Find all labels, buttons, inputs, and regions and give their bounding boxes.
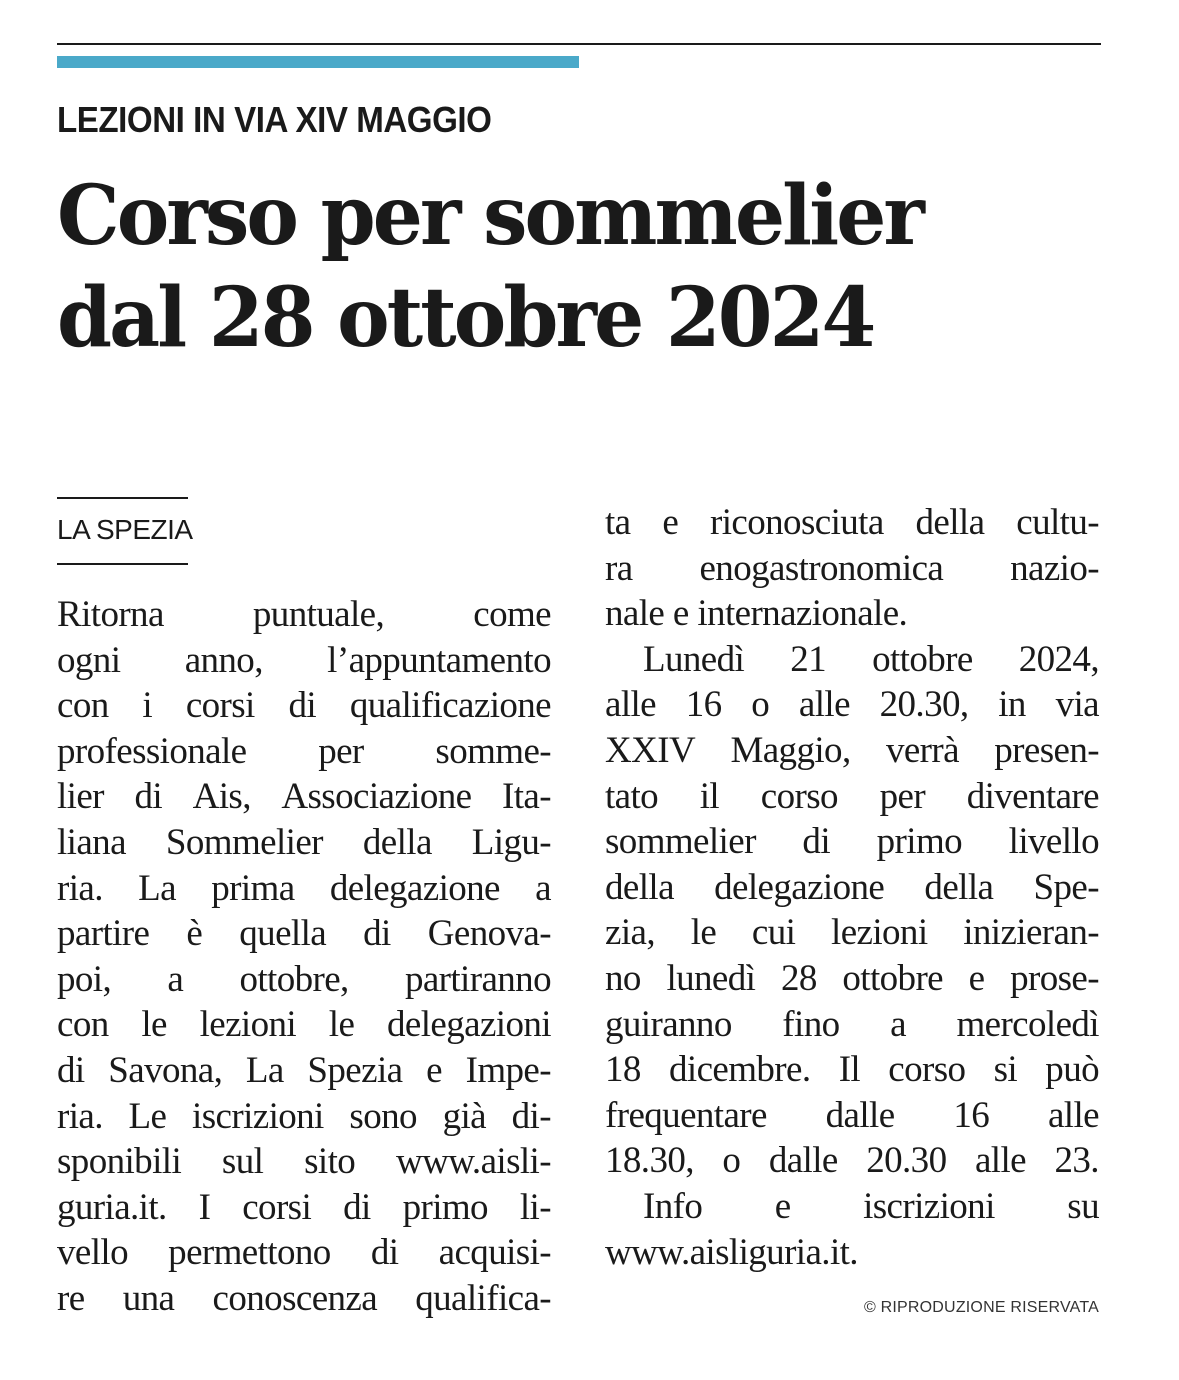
body-word: di-	[511, 1095, 551, 1137]
body-word: della	[924, 866, 994, 908]
body-line	[605, 774, 1099, 820]
body-word: Associazione	[281, 776, 472, 818]
body-word: internazionale.	[697, 593, 908, 635]
body-word: alle	[798, 684, 850, 726]
body-word: zia,	[605, 912, 655, 954]
body-word: cultu-	[1016, 502, 1099, 543]
body-word: sponibili	[57, 1141, 182, 1183]
body-word: di	[134, 776, 163, 818]
body-word: acquisi-	[438, 1232, 551, 1274]
body-word: www.aisli-	[395, 1141, 551, 1183]
body-word: re	[57, 1277, 85, 1319]
body-word: lezioni	[831, 912, 928, 954]
body-line	[57, 820, 551, 866]
body-line	[57, 1230, 551, 1276]
body-word: di	[343, 1186, 371, 1228]
headline	[57, 165, 1117, 369]
body-word: delegazione	[329, 867, 500, 909]
body-word: La	[138, 867, 176, 909]
body-word: via	[1055, 684, 1099, 726]
body-word: 16	[953, 1094, 990, 1136]
body-word: www.aisliguria.it.	[605, 1231, 858, 1273]
body-word: a	[890, 1003, 906, 1045]
body-line	[605, 1093, 1099, 1139]
body-word: livello	[1008, 821, 1099, 863]
body-line	[605, 1002, 1099, 1048]
body-word: qualifica-	[415, 1277, 551, 1319]
body-word: quella	[239, 913, 327, 955]
body-word: Il	[838, 1049, 861, 1091]
body-word: corso	[888, 1049, 966, 1091]
body-word: 16	[685, 684, 722, 726]
body-word: somme-	[435, 730, 551, 772]
body-word: li-	[519, 1186, 551, 1228]
body-word: già	[442, 1095, 486, 1137]
body-line	[57, 911, 551, 957]
body-word: guria.it.	[57, 1186, 167, 1228]
body-word: sono	[349, 1095, 417, 1137]
body-word: delegazioni	[387, 1004, 551, 1046]
body-word: si	[993, 1049, 1018, 1091]
body-word: ottobre	[872, 638, 973, 680]
body-word: le	[141, 1004, 167, 1046]
body-word: ogni	[57, 639, 121, 681]
body-line	[57, 638, 551, 684]
body-word: in	[998, 684, 1026, 726]
body-line	[605, 591, 1099, 637]
body-word: dalle	[768, 1140, 838, 1182]
body-word: e	[426, 1049, 442, 1091]
body-word: una	[122, 1277, 175, 1319]
kicker: LEZIONI IN VIA XIV MAGGIO	[57, 99, 492, 140]
body-word: corsi	[185, 685, 255, 727]
body-word: di	[363, 913, 391, 955]
body-word: La	[245, 1049, 284, 1091]
body-word: alle	[605, 684, 657, 726]
body-word: XXIV	[605, 729, 696, 771]
body-line	[605, 865, 1099, 911]
body-line	[57, 1094, 551, 1140]
body-word: no	[605, 957, 641, 999]
body-line	[57, 866, 551, 912]
body-word: prima	[211, 867, 295, 909]
body-word: mercoledì	[956, 1003, 1099, 1045]
body-word: dicembre.	[669, 1049, 811, 1091]
article-body-left-column	[57, 592, 551, 1322]
body-word: partiranno	[404, 958, 551, 1000]
section-accent-bar	[57, 56, 579, 68]
headline-line-1: Corso per sommelier	[57, 168, 923, 264]
body-word: come	[473, 594, 551, 635]
body-word: professionale	[57, 730, 247, 772]
body-word: Lunedì	[643, 638, 745, 680]
body-line	[605, 819, 1099, 865]
body-word: frequentare	[605, 1094, 767, 1136]
body-word: Genova-	[427, 913, 551, 955]
body-word: conoscenza	[212, 1277, 378, 1319]
body-word: sommelier	[605, 821, 756, 863]
body-word: riconosciuta	[710, 502, 884, 543]
body-word: o	[751, 684, 770, 726]
body-line	[57, 1048, 551, 1094]
body-word: dalle	[825, 1094, 895, 1136]
body-line	[605, 637, 1099, 683]
body-word: liana	[57, 821, 126, 863]
body-word: delegazione	[714, 866, 885, 908]
copyright-notice: © RIPRODUZIONE RISERVATA	[864, 1299, 1099, 1316]
body-word: Ritorna	[57, 594, 164, 635]
body-word: sito	[304, 1141, 356, 1183]
body-word: iscrizioni	[192, 1095, 324, 1137]
top-rule	[57, 43, 1101, 45]
body-word: ottobre,	[239, 958, 349, 1000]
body-word: su	[1067, 1185, 1099, 1227]
body-word: Savona,	[108, 1049, 223, 1091]
body-line	[605, 1230, 1099, 1276]
body-line	[57, 1276, 551, 1322]
body-word: ottobre	[842, 957, 943, 999]
body-word: l’appuntamento	[327, 639, 551, 681]
body-word: sul	[221, 1141, 264, 1183]
body-line	[605, 682, 1099, 728]
body-word: 28	[780, 957, 817, 999]
body-word: qualificazione	[349, 685, 551, 727]
body-word: 20.30,	[879, 684, 969, 726]
body-word: Spezia	[307, 1049, 403, 1091]
body-word: 2024,	[1018, 638, 1099, 680]
body-line	[57, 592, 551, 638]
body-line	[605, 500, 1099, 546]
body-word: diventare	[966, 775, 1099, 817]
body-word: per	[879, 775, 926, 817]
body-word: lier	[57, 776, 104, 818]
body-word: con	[57, 1004, 109, 1046]
body-word: presen-	[994, 729, 1099, 771]
body-line	[605, 1184, 1099, 1230]
body-word: guiranno	[605, 1003, 732, 1045]
body-word: alle	[1047, 1094, 1099, 1136]
body-word: con	[57, 685, 109, 727]
body-word: e	[662, 502, 679, 543]
body-word: fino	[782, 1003, 840, 1045]
headline-line-2: dal 28 ottobre 2024	[57, 270, 874, 366]
body-line	[57, 1002, 551, 1048]
body-word: nazio-	[1010, 547, 1099, 589]
body-word: prose-	[1010, 957, 1099, 999]
body-word: di	[288, 685, 317, 727]
body-line	[57, 729, 551, 775]
dateline-rule-top	[57, 497, 188, 499]
body-word: Ligu-	[471, 821, 551, 863]
body-word: Ais,	[192, 776, 251, 818]
article-body-right-column	[605, 500, 1099, 1275]
body-word: lezioni	[199, 1004, 297, 1046]
body-word: di	[802, 821, 831, 863]
body-word: le	[328, 1004, 355, 1046]
body-word: permettono	[168, 1232, 331, 1274]
body-word: corsi	[242, 1186, 312, 1228]
body-word: e	[968, 957, 985, 999]
body-line	[605, 728, 1099, 774]
body-word: alle	[974, 1140, 1026, 1182]
body-word: Impe-	[465, 1049, 551, 1091]
body-word: cui	[751, 912, 796, 954]
dateline-rule-bottom	[57, 563, 188, 565]
dateline: LA SPEZIA	[57, 514, 193, 545]
body-word: della	[605, 866, 674, 908]
body-word: Ita-	[502, 776, 551, 818]
body-word: iscrizioni	[863, 1185, 995, 1227]
body-word: I	[198, 1186, 211, 1228]
body-word: a	[535, 867, 551, 909]
body-line	[605, 1138, 1099, 1184]
body-word: o	[722, 1140, 741, 1182]
body-word: Sommelier	[165, 821, 323, 863]
body-word: 20.30	[866, 1140, 947, 1182]
body-word: le	[690, 912, 717, 954]
body-word: tato	[605, 775, 659, 817]
body-word: Info	[643, 1185, 703, 1227]
body-word: della	[362, 821, 432, 863]
body-word: di	[370, 1232, 399, 1274]
body-word: anno,	[184, 639, 263, 681]
body-word: può	[1045, 1049, 1099, 1091]
body-word: 18.30,	[605, 1140, 694, 1182]
body-line	[57, 957, 551, 1003]
body-line	[605, 1047, 1099, 1093]
body-word: ra	[605, 547, 633, 589]
body-word: partire	[57, 913, 150, 955]
body-word: verrà	[885, 729, 959, 771]
body-line	[57, 1139, 551, 1185]
body-word: Le	[128, 1095, 167, 1137]
body-word: i	[142, 685, 153, 727]
body-line	[57, 683, 551, 729]
body-word: il	[699, 775, 720, 817]
body-line	[57, 774, 551, 820]
body-word: e	[774, 1185, 791, 1227]
body-word: 21	[790, 638, 827, 680]
body-line	[605, 910, 1099, 956]
body-word: Spe-	[1033, 866, 1099, 908]
body-word: Maggio,	[730, 729, 851, 771]
body-word: poi,	[57, 958, 112, 1000]
body-line	[57, 1185, 551, 1231]
body-word: 23.	[1054, 1140, 1099, 1182]
body-word: e	[672, 593, 689, 635]
body-word: corso	[760, 775, 838, 817]
body-word: nale	[605, 593, 665, 635]
body-word: ria.	[57, 867, 103, 909]
body-word: puntuale,	[252, 594, 385, 635]
body-word: della	[915, 502, 985, 543]
body-word: ria.	[57, 1095, 103, 1137]
body-word: inizieran-	[963, 912, 1099, 954]
body-word: primo	[402, 1186, 488, 1228]
body-word: enogastronomica	[699, 547, 944, 589]
body-word: ta	[605, 502, 631, 543]
body-word: vello	[57, 1232, 128, 1274]
body-word: di	[57, 1049, 85, 1091]
body-word: 18	[605, 1049, 641, 1091]
body-word: è	[186, 913, 203, 955]
body-line	[605, 546, 1099, 592]
body-word: per	[318, 730, 364, 772]
body-word: a	[167, 958, 184, 1000]
body-word: primo	[876, 821, 963, 863]
body-word: lunedì	[666, 957, 756, 999]
body-line	[605, 956, 1099, 1002]
